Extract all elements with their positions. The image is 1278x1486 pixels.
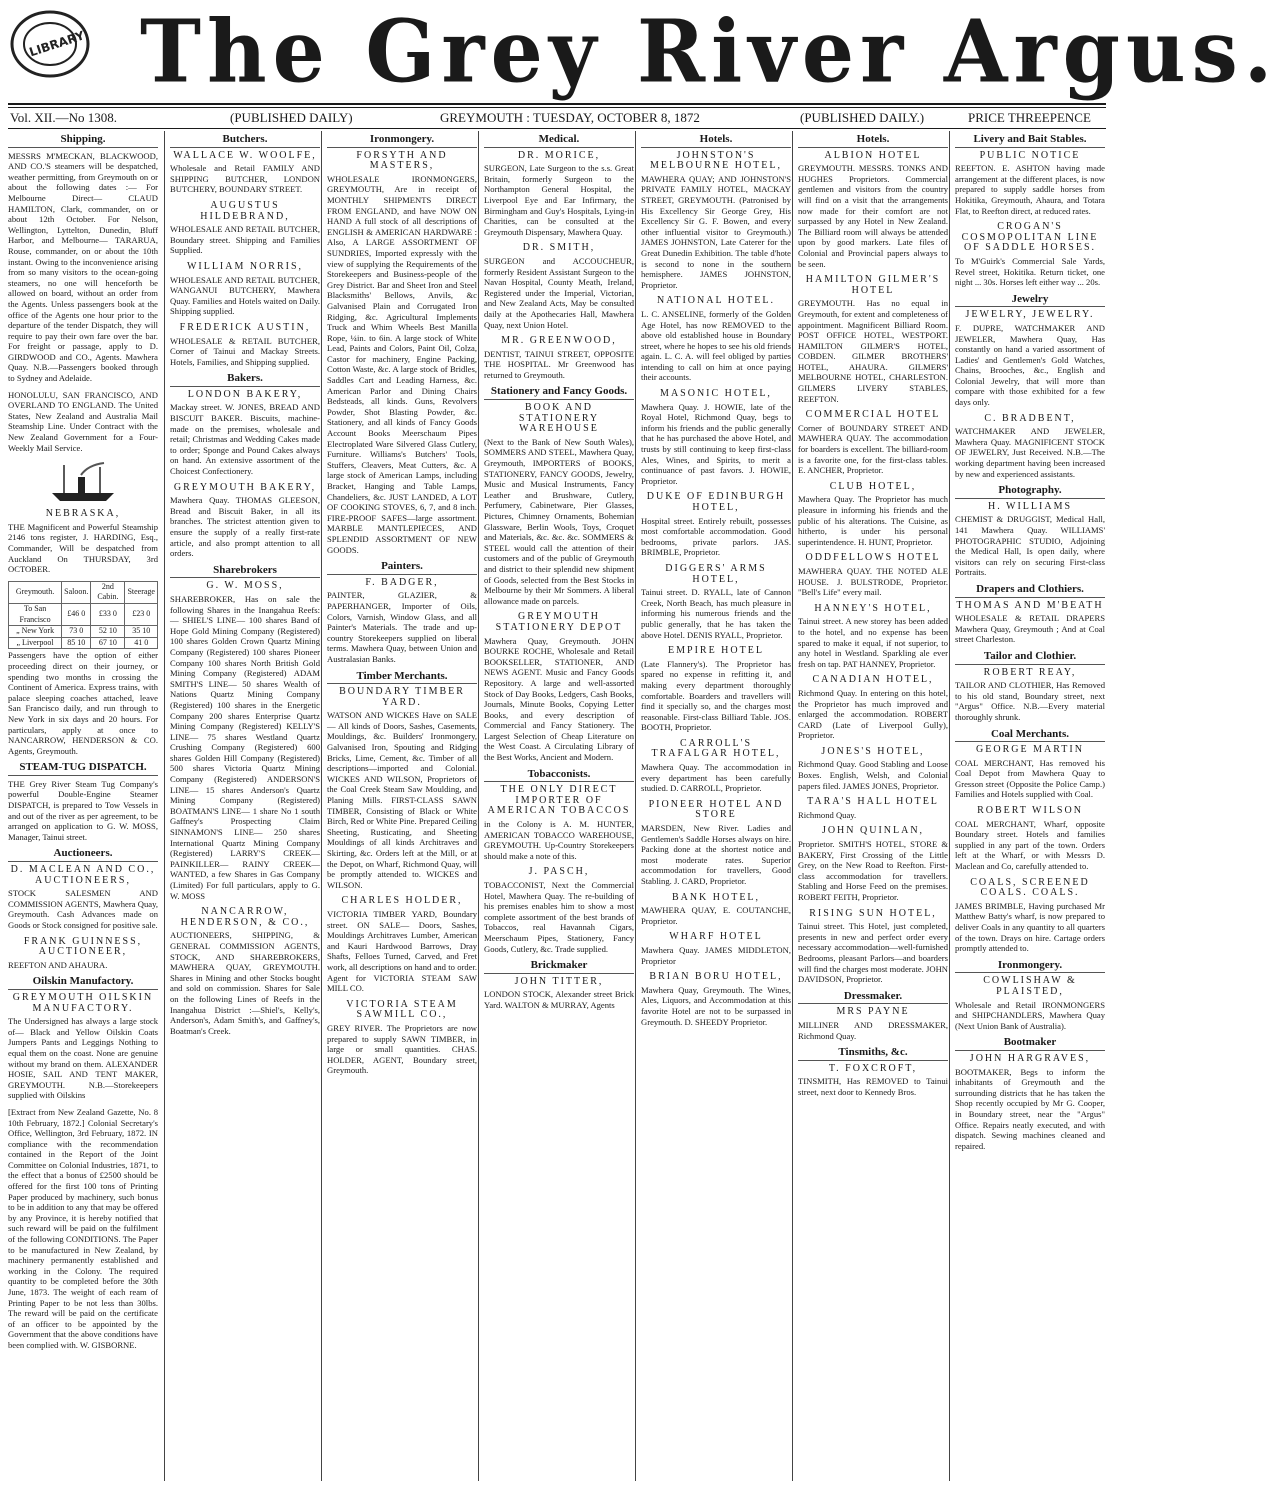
- ad-heading: ODDFELLOWS HOTEL: [805, 552, 941, 564]
- advertisement: [798, 797, 948, 820]
- ad-heading: JOHNSTON'S MELBOURNE HOTEL,: [650, 149, 782, 172]
- ad-heading: CARROLL'S TRAFALGAR HOTEL,: [651, 737, 781, 760]
- ad-heading: NATIONAL HOTEL.: [657, 295, 775, 307]
- fare-header-cell: Steerage: [125, 581, 158, 603]
- advertisement: [484, 151, 634, 238]
- ad-heading: GREYMOUTH BAKERY,: [173, 481, 317, 493]
- column-divider: [949, 131, 950, 1481]
- ad-body-text: WHOLESALE AND RETAIL BUTCHER, Boundary street. Shipping and Families Supplied.: [170, 224, 320, 256]
- ad-body-text: Mawhera Quay. THOMAS GLEESON, Bread and Biscuit Baker, in all its branches. The strictest attention given to ensure the supply of a really first-rate article, and also prompt attention to all orders.: [170, 495, 320, 559]
- newspaper-title: The Grey River Argus.: [140, 1, 1278, 103]
- ad-heading: JOHN QUINLAN,: [821, 825, 925, 837]
- steamship-icon: [48, 459, 118, 505]
- advertisement: [8, 1107, 158, 1351]
- section-rule: [8, 775, 158, 776]
- ad-body-text: BOOTMAKER, Begs to inform the inhabitants of Greymouth and the surrounding districts that he has taken the Shop recently occupied by Mr G. Cooper, in Boundary street, near the "Argus" Office. Repairs neatly executed, and with dispatch. Sewing machines cleaned and repaired.: [955, 1066, 1105, 1151]
- ad-heading: PIONEER HOTEL AND STORE: [648, 798, 784, 821]
- ad-heading: JONES'S HOTEL,: [821, 745, 925, 757]
- section-heading: Auctioneers.: [53, 847, 113, 860]
- ad-heading: BRIAN BORU HOTEL,: [649, 971, 783, 983]
- section-heading: Dressmaker.: [843, 989, 903, 1002]
- ad-heading: ROBERT WILSON: [977, 805, 1083, 817]
- section-heading: Sharebrokers: [213, 563, 277, 576]
- advertisement: [8, 993, 158, 1101]
- ad-body-text: Mawhera Quay. J. HOWIE, late of the Royal Hotel, Richmond Quay, begs to inform his friends and the public generally that he has purchased the above Hotel, and trusts by still continuing to keep first-class Ales, Wines, and Spirits, to merit a continuance of past favors. J. HOWIE, Proprietor.: [641, 401, 791, 486]
- fare-cell: 52 10: [91, 626, 125, 638]
- ad-heading: AUGUSTUS HILDEBRAND,: [200, 199, 290, 222]
- ad-body-text: Mawhera Quay, Greymouth. JOHN BOURKE ROCHE, Wholesale and Retail BOOKSELLER, STATIONER, AND NEWS AGENT. Music and Fancy Goods Repository. A large and well-assorted Stock of Day Books, Ledgers, Cash Books, Journals, Minute Books, Copying Letter Books, and every description of Commercial and Fancy Stationery. The Largest Selection of Cheap Literature on the West Coast. A Circulating Library of the Best Works, Ancient and Modern.: [484, 635, 634, 763]
- section-rule: [8, 147, 158, 148]
- advertisement: [798, 675, 948, 741]
- ad-body-text: [Extract from New Zealand Gazette, No. 8 10th February, 1872.] Colonial Secretary's Office, Wellington, 3rd February, 1872. IN compliance with the recommendation contained in the Report of the Joint Committee on Colonial Industries, 1871, to the effect that a bonus of £2500 should be offered for the first 100 tons of Printing Paper produced by machinery, such bonus to be in addition to any that may be offered by any Province, it is hereby notified that such reward will be paid on the fulfilment of the following CONDITIONS. The Paper to be manufactured in New Zealand, by machinery permanently established and working in the Colony. The required quantity to be completed before the 30th June, 1873. The weight of each ream of Printing Paper to be not less than 30lbs. The reward will be paid on the certificate of an officer to be appointed by the Government that the above conditions have been complied with. W. GISBORNE.: [8, 1106, 158, 1350]
- ad-heading: D. MACLEAN AND CO., AUCTIONEERS,: [10, 864, 156, 886]
- advertisement: [641, 389, 791, 486]
- section-rule: [484, 147, 634, 148]
- advertisement: [955, 151, 1105, 217]
- section-rule: [8, 989, 158, 990]
- ad-heading: COWLISHAW & PLAISTED,: [983, 975, 1077, 997]
- section-rule: [484, 973, 634, 974]
- ad-body-text: Hospital street. Entirely rebuilt, possesses most comfortable accommodation. Good bedrooms, private parlors. JAS. BRIMBLE, Proprietor.: [641, 515, 791, 558]
- column-3: [327, 131, 477, 1481]
- dateline-rule: [8, 128, 1106, 129]
- advertisement: [798, 826, 948, 902]
- advertisement: [955, 976, 1105, 1031]
- fare-header-cell: 2nd Cabin.: [91, 581, 125, 603]
- advertisement: [955, 878, 1105, 954]
- advertisement: [798, 410, 948, 476]
- ad-heading: GREYMOUTH STATIONERY DEPOT: [495, 611, 623, 633]
- advertisement: [170, 151, 320, 195]
- advertisement: [955, 601, 1105, 645]
- advertisement: [170, 483, 320, 559]
- advertisement: [641, 972, 791, 1027]
- section-heading: Coal Merchants.: [990, 727, 1069, 740]
- library-stamp-icon: [6, 6, 102, 84]
- ad-body-text: PAINTER, GLAZIER, & PAPERHANGER, Importer of Oils, Colors, Varnish, Window Glass, and all Painter's Materials. The trade and up-country Storekeepers supplied on liberal terms. Mawhera Quay, between Union and Australasian Banks.: [327, 590, 477, 664]
- advertisement: [955, 310, 1105, 407]
- ad-heading: FREDERICK AUSTIN,: [179, 321, 311, 333]
- section-heading: Ironmongery.: [997, 958, 1063, 971]
- ad-heading: LONDON BAKERY,: [187, 388, 303, 400]
- ad-heading: GREYMOUTH OILSKIN MANUFACTORY.: [12, 991, 154, 1014]
- ad-body-text: in the Colony is A. M. HUNTER, AMERICAN TOBACCO WAREHOUSE, GREYMOUTH. Up-Country Storekeepers should make a note of this.: [484, 819, 634, 861]
- ad-heading: J. PASCH,: [528, 866, 590, 878]
- advertisement: [641, 646, 791, 733]
- advertisement: [798, 604, 948, 670]
- ad-body-text: TINSMITH, Has REMOVED to Tainui street, next door to Kennedy Bros.: [798, 1076, 948, 1097]
- section-rule: [798, 1060, 948, 1061]
- svg-text:LIBRARY: LIBRARY: [27, 28, 87, 60]
- ad-body-text: REEFTON AND AHAURA.: [8, 959, 108, 970]
- ad-heading: CROGAN'S COSMOPOLITAN LINE OF SADDLE HORSES.: [961, 221, 1099, 254]
- section-heading: Hotels.: [699, 133, 733, 145]
- advertisement: [798, 1007, 948, 1041]
- advertisement: [641, 296, 791, 383]
- advertisement: [955, 745, 1105, 800]
- advertisement: [955, 222, 1105, 288]
- section-heading: Bootmaker: [1003, 1036, 1057, 1049]
- ad-heading: CHARLES HOLDER,: [341, 895, 463, 907]
- column-7: [955, 131, 1105, 1481]
- section-heading: Brickmaker: [530, 959, 588, 972]
- advertisement: [798, 747, 948, 791]
- fare-table-row: [9, 603, 158, 625]
- fare-table-row: [9, 626, 158, 638]
- ad-heading: COALS, SCREENED COALS. COALS.: [970, 876, 1090, 899]
- section-rule: [170, 147, 320, 148]
- fare-cell: £33 0: [91, 603, 125, 625]
- section-rule: [955, 741, 1105, 742]
- advertisement: [798, 1064, 948, 1098]
- advertisement: [484, 403, 634, 606]
- section-rule: [327, 147, 477, 148]
- ad-body-text: Passengers have the option of either proceeding direct on their journey, or spending two months in crossing the Continent of America. Express trains, with palace sleeping coaches attached, leave San Francisco daily, and run through to New York in six days and 20 hours. For particulars, apply at once to NANCARROW, HENDERSON & CO. Agents, Greymouth.: [8, 650, 158, 756]
- column-divider: [321, 131, 322, 1481]
- section-heading: Painters.: [381, 560, 423, 573]
- section-heading: Stationery and Fancy Goods.: [490, 385, 628, 398]
- ad-body-text: VICTORIA TIMBER YARD, Boundary street. ON SALE— Doors, Sashes, Mouldings Architraves Lumber, American and Kauri Hardwood Barrows, Dray Shafts, Felloes Turned, Carved, and Fret work, all descriptions on hand and to order. Agent for VICTORIA STEAM SAW MILL CO.: [327, 908, 477, 994]
- ad-body-text: Mawhera Quay. The Proprietor has much pleasure in informing his friends and the public of his alterations. The Cuisine, as hitherto, is under his personal superintendence. H. HUNT, Proprietor.: [798, 494, 948, 547]
- advertisement: [798, 909, 948, 985]
- section-heading: Tinsmiths, &c.: [838, 1046, 908, 1059]
- advertisement: [8, 509, 158, 575]
- ad-body-text: Tainui street. D. RYALL, late of Cannon Creek, North Beach, has much pleasure in informing his numerous friends and the public generally, that he has taken the above Hotel. DENIS RYALL, Proprietor.: [641, 587, 791, 640]
- advertisement: [641, 151, 791, 291]
- ad-body-text: GREYMOUTH. MESSRS. TONKS AND HUGHES Proprietors. Commercial gentlemen and visitors from the country will find on a visit that the arrangements now made for their comfort are not surpassed by any Hotel in New Zealand. The Billiard room will always be attended upon by good markers. Late files of Colonial and Provincial papers always to be seen.: [798, 163, 948, 269]
- advertisement: [798, 553, 948, 597]
- section-rule: [955, 972, 1105, 973]
- ad-body-text: MAWHERA QUAY; AND JOHNSTON'S PRIVATE FAMILY HOTEL, MACKAY STREET, GREYMOUTH. (Patronised by His Excellency Sir George Grey, His Excellency Sir G. F. Bowen, and every other influential visitor to Greymouth.) JAMES JOHNSTON, Late Caterer for the Great Dunedin Exhibition. The table d'hote is second to none in the southern hemisphere. JAMES JOHNSTON, Proprietor.: [641, 173, 791, 290]
- ad-heading: T. FOXCROFT,: [828, 1062, 918, 1074]
- ad-heading: FRANK GUINNESS, AUCTIONEER,: [23, 935, 143, 958]
- ad-body-text: Richmond Quay. In entering on this hotel, the Proprietor has much improved and enlarged the accommodation. ROBERT CARD (Late of Liverpool Gully), Proprietor.: [798, 687, 948, 741]
- ad-body-text: GREY RIVER. The Proprietors are now prepared to supply SAWN TIMBER, in large or small quantities. CHAS. HOLDER, AGENT, Boundary street, Greymouth.: [327, 1022, 477, 1076]
- ad-body-text: (Next to the Bank of New South Wales), SOMMERS AND STEEL, Mawhera Quay, Greymouth, IMPORTERS of BOOKS, STATIONERY, FANCY GOODS, Jewelry, Music and Musical Instruments, Fancy Leather and Brushware, Cutlery, Perfumery, Cabinetware, Pier Glasses, Pictures, Chimney Ornaments, Bohemian Glassware, Berlin Wools, Toys, Croquet and Materials, &c. &c. &c. SOMMERS & STEEL would call the attention of their customers and of the public of Greymouth and district to their splendid new shipment of Goods, selected from the Best Stocks in Melbourne by their Mr Sommers. A liberal allowance made on parcels.: [484, 436, 634, 606]
- ad-heading: DR. MORICE,: [517, 149, 601, 161]
- ad-body-text: Wholesale and Retail IRONMONGERS and SHIPCHANDLERS, Mawhera Quay (Next Union Bank of Australia).: [955, 999, 1105, 1031]
- advertisement: [8, 650, 158, 756]
- ad-body-text: WATCHMAKER AND JEWELER, Mawhera Quay. MAGNIFICENT STOCK OF JEWELRY, Just Received. N.B.—The working department having been increased by new and experienced assistants.: [955, 426, 1105, 479]
- place-and-date: GREYMOUTH : TUESDAY, OCTOBER 8, 1872: [440, 110, 700, 125]
- ad-body-text: Corner of BOUNDARY STREET AND MAWHERA QUAY. The accommodation for boarders is excellent. The billiard-room is a favorite one, for the first-class tables. E. ANCHER, Proprietor.: [798, 422, 948, 476]
- ad-heading: THOMAS AND M'BEATH: [956, 599, 1104, 611]
- published-daily-left: (PUBLISHED DAILY): [230, 110, 353, 125]
- section-heading: Photography.: [998, 484, 1062, 497]
- advertisement: [8, 779, 158, 843]
- advertisement: [170, 201, 320, 256]
- section-rule: [484, 781, 634, 782]
- section-rule: [484, 399, 634, 400]
- section-heading: Tailor and Clothier.: [983, 649, 1077, 662]
- ad-body-text: TAILOR AND CLOTHIER, Has Removed to his old stand, Boundary street, next "Argus" Office. N.B.—Every material thoroughly shrunk.: [955, 680, 1105, 722]
- ad-heading: PUBLIC NOTICE: [979, 149, 1081, 161]
- section-heading: Oilskin Manufactory.: [32, 975, 134, 988]
- ad-body-text: TOBACCONIST, Next the Commercial Hotel, Mawhera Quay. The re-building of his premises enables him to show a most complete assortment of the best brands of Tobaccos, real Havannah Cigars, Meerschaum Pipes, Stationery, Fancy Goods, Cutlery, &c. Trade supplied.: [484, 880, 634, 954]
- advertisement: [170, 907, 320, 1036]
- fare-cell: £23 0: [125, 603, 158, 625]
- masthead: [0, 0, 1278, 106]
- section-heading: Jewelry: [1011, 292, 1049, 305]
- fare-table-header: [9, 581, 158, 603]
- advertisement: [8, 151, 158, 384]
- section-rule: [955, 498, 1105, 499]
- fare-cell: 35 10: [125, 626, 158, 638]
- column-5: [641, 131, 791, 1481]
- column-1: [8, 131, 158, 1481]
- ad-heading: HAMILTON GILMER'S HOTEL: [805, 274, 941, 296]
- ad-body-text: L. C. ANSELINE, formerly of the Golden Age Hotel, has now REMOVED to the above old established house in Boundary street, where he hopes to see his old friends again. L. C. A. will feel obliged by parties intending to call on him at once paying their accounts.: [641, 308, 791, 383]
- ad-body-text: CHEMIST & DRUGGIST, Medical Hall, 141 Mawhera Quay. WILLIAMS' PHOTOGRAPHIC STUDIO, Adjoining the Medical Hall, Is open daily, where visitors can rely on securing First-class Portraits.: [955, 514, 1105, 578]
- advertisement: [641, 564, 791, 640]
- ad-heading: CANADIAN HOTEL,: [812, 674, 934, 686]
- fare-cell: £46 0: [62, 603, 91, 625]
- advertisement: [8, 937, 158, 971]
- section-rule: [955, 1050, 1105, 1051]
- ad-body-text: AUCTIONEERS, SHIPPING, & GENERAL COMMISSION AGENTS, STOCK, AND SHAREBROKERS, MAWHERA QUAY, GREYMOUTH. Shares in Mining and other Stocks bought and sold on commission. Shares for Sale on the following Lines of Reefs in the Inangahua District :—Shiel's, Kelly's, Anderson's, Adam Smith's, and Gaffney's, Boatman's Creek.: [170, 930, 320, 1036]
- advertisement: [955, 806, 1105, 872]
- advertisement: [8, 865, 158, 931]
- ad-body-text: Proprietor. SMITH'S HOTEL, STORE & BAKERY, First Crossing of the Little Grey, on the New Road to Reefton. First-class accommodation for travellers. Stabling and Horse Feed on the premises. ROBERT FEITH, Proprietor.: [798, 839, 948, 902]
- fare-cell: „ New York: [9, 626, 62, 638]
- ad-heading: TARA'S HALL HOTEL: [807, 796, 939, 808]
- fare-cell: 85 10: [62, 637, 91, 649]
- ad-body-text: WHOLESALE & RETAIL BUTCHER, Corner of Tainui and Mackay Streets. Hotels, Families, and Shipping supplied.: [170, 335, 320, 367]
- ad-heading: JOHN HARGRAVES,: [969, 1052, 1091, 1064]
- section-rule: [170, 386, 320, 387]
- advertisement: [641, 932, 791, 966]
- advertisement: [327, 896, 477, 993]
- advertisement: [484, 867, 634, 954]
- ad-body-text: WATSON AND WICKES Have on SALE— All kinds of Doors, Sashes, Casements, Mouldings, &c. Builders' Ironmongery, Galvanised Iron, Spouting and Ridging Bricks, Lime, Cement, &c. Timber of all descriptions—imported and Colonial. WICKES AND WILSON, Proprietors of the Coal Creek Steam Saw Moulding, and Planing Mills. FIRST-CLASS SAWN TIMBER, Consisting of Black or White Birch, Red or White Pine. Prepared Ceiling Sheeting, Rusticating, and Sheeting Mouldings of all kinds Architraves and Skirting, &c. Orders left at the Mill, or at the Depot, on Wharf, Richmond Quay, will be promptly attended to. WICKES and WILSON.: [327, 710, 477, 890]
- column-divider: [164, 131, 165, 1481]
- advertisement: [798, 275, 948, 404]
- advertisement: [798, 151, 948, 270]
- ad-body-text: MAWHERA QUAY, E. COUTANCHE, Proprietor.: [641, 905, 791, 926]
- ad-heading: NANCARROW, HENDERSON, & CO.,: [180, 906, 310, 928]
- ad-body-text: LONDON STOCK, Alexander street Brick Yard. WALTON & MURRAY, Agents: [484, 989, 634, 1010]
- section-heading: Medical.: [538, 133, 580, 145]
- advertisement: [484, 243, 634, 330]
- ad-body-text: Mawhera Quay. The accommodation in every department has been carefully studied. D. CARROLL, Proprietor.: [641, 762, 791, 794]
- section-rule: [8, 861, 158, 862]
- price: PRICE THREEPENCE: [968, 110, 1091, 125]
- advertisement: [170, 390, 320, 477]
- ad-heading: NEBRASKA,: [45, 508, 121, 520]
- column-divider: [478, 131, 479, 1481]
- ad-heading: DR. SMITH,: [522, 242, 596, 254]
- ad-heading: BOUNDARY TIMBER YARD.: [339, 686, 465, 708]
- section-heading: STEAM-TUG DISPATCH.: [19, 761, 147, 774]
- fare-cell: 73 0: [62, 626, 91, 638]
- ad-heading: FORSYTH AND MASTERS,: [356, 149, 448, 172]
- ad-body-text: Wholesale and Retail FAMILY AND SHIPPING BUTCHER, LONDON BUTCHERY, BOUNDARY STREET.: [170, 163, 320, 195]
- ad-body-text: The Undersigned has always a large stock of— Black and Yellow Oilskin Coats Jumpers Pants and Leggings Nothing to equal them on the coast. None are genuine without my brand on them. ALEXANDER HOSIE, SAIL AND TENT MAKER, GREYMOUTH. N.B.—Storekeepers supplied with Oilskins: [8, 1016, 158, 1101]
- fare-cell: 67 10: [91, 637, 125, 649]
- advertisement: [955, 414, 1105, 480]
- advertisement: [955, 668, 1105, 723]
- ad-heading: MRS PAYNE: [836, 1006, 910, 1018]
- section-rule: [798, 147, 948, 148]
- ad-body-text: GREYMOUTH. Has no equal in Greymouth, for extent and completeness of appointment. Magnificent Billiard Room. POST OFFICE HOTEL, WESTPORT. HAMILTON GILMER'S HOTEL, COBDEN. GILMER BROTHERS' HOTEL, AHAURA. GILMERS' MELBOURNE HOTEL, CHARLESTON. GILMERS LIVERY STABLES, REEFTON.: [798, 298, 948, 404]
- ad-heading: JEWELRY, JEWELRY.: [965, 309, 1095, 321]
- ad-heading: RISING SUN HOTEL,: [809, 907, 937, 919]
- ad-body-text: COAL MERCHANT, Wharf, opposite Boundary street. Hotels and families supplied in any part of the town. Orders left at the Wharf, or with Messrs D. Maclean and Co, carefully attended to.: [955, 818, 1105, 872]
- section-heading: Tobacconists.: [527, 767, 591, 780]
- ad-body-text: WHOLESALE & RETAIL DRAPERS Mawhera Quay, Greymouth ; And at Coal street Charleston.: [955, 613, 1105, 645]
- ad-body-text: WHOLESALE IRONMONGERS, GREYMOUTH, Are in receipt of MONTHLY SHIPMENTS DIRECT FROM ENGLAND, and have NOW ON HAND A full stock of all descriptions of ENGLISH & AMERICAN HARDWARE : Also, A LARGE ASSORTMENT OF SUNDRIES, Imported expressly with the view of supplying the Requirements of the Storekeepers and Business-people of the Grey District. Bar and Sheet Iron and Steel Blacksmiths' Bellows, Anvils, &c Galvanised Plain and Corrugated Iron Ridging, &c. Agricultural Implements Truck and Whim Wheels Best Manilla Rope, ¼in. to 6in. A large stock of White Lead, Paints and Colors, Paint Oil, Colza, Castor for machinery, Engine Packing, Cotton Waste, &c. A large stock of Bridles, Saddles Cart and Leading Harness, &c. American Parlor and Dining Chairs Bedsteads, all kinds. Guns, Revolvers Powder, Shot Blasting Powder, &c. Stationery, and all kinds of Fancy Goods Account Books Meerschaum Pipes Electroplated Ware Silvered Glass Cutlery, Furniture. Williams's Butchers' Tools, Stuffers, Cleavers, Meat Cutters, &c. A large stock of American Lamps, including Bracket, Hanging and Table Lamps, Chandeliers, &c. JUST LANDED, A LOT OF COOKING STOVES, 6, 7, and 8 inch. FIRE-PROOF SAFES—large assortment. MARBLE MANTLEPIECES, AND SPLENDID ASSORTMENT OF NEW GOODS.: [327, 173, 477, 555]
- advertisement: [170, 323, 320, 367]
- ad-body-text: MAWHERA QUAY. THE NOTED ALE HOUSE. J. BULSTRODE, Proprietor. "Bell's Life" every mail.: [798, 565, 948, 598]
- ad-body-text: Mackay street. W. JONES, BREAD AND BISCUIT BAKER. Biscuits, machine-made on the premises, wholesale and retail; Christmas and Wedding Cakes made to order; Sponge and Pound Cakes always on hand. An extensive assortment of the Choicest Confectionery.: [170, 402, 320, 477]
- advertisement: [327, 687, 477, 890]
- masthead-rule-thin: [8, 107, 1106, 108]
- fare-cell: „ Liverpool: [9, 637, 62, 649]
- published-daily-right: (PUBLISHED DAILY.): [800, 110, 925, 125]
- ad-body-text: Richmond Quay. Good Stabling and Loose Boxes. English, Welsh, and Colonial papers filed. JAMES JONES, Proprietor.: [798, 759, 948, 791]
- column-6: [798, 131, 948, 1481]
- advertisement: [327, 151, 477, 556]
- column-divider: [792, 131, 793, 1481]
- advertisement: [170, 581, 320, 901]
- advertisement: [327, 578, 477, 665]
- ad-body-text: HONOLULU, SAN FRANCISCO, AND OVERLAND TO ENGLAND. The United States, New Zealand and Australia Mail Steamship Line. Under Contract with the New Zealand Government for a Four-Weekly Mail Service.: [8, 389, 158, 453]
- ad-heading: HANNEY'S HOTEL,: [814, 602, 932, 614]
- ad-body-text: STOCK SALESMEN AND COMMISSION AGENTS, Mawhera Quay, Greymouth. Cash Advances made on Goods or Stock consigned for positive sale.: [8, 888, 158, 930]
- advertisement: [170, 262, 320, 317]
- section-rule: [955, 147, 1105, 148]
- ad-heading: WALLACE W. WOOLFE,: [173, 149, 317, 161]
- ad-heading: DUKE OF EDINBURGH HOTEL,: [646, 491, 786, 513]
- ad-body-text: DENTIST, TAINUI STREET, OPPOSITE THE HOSPITAL. Mr Greenwood has returned to Greymouth.: [484, 348, 634, 380]
- ad-heading: C. BRADBENT,: [984, 412, 1076, 424]
- ad-heading: MR. GREENWOOD,: [501, 335, 617, 347]
- section-heading: Bakers.: [227, 372, 263, 385]
- section-rule: [327, 574, 477, 575]
- ad-heading: BANK HOTEL,: [671, 891, 761, 903]
- fare-cell: To San Francisco: [9, 603, 62, 625]
- ad-heading: G. W. MOSS,: [206, 580, 284, 592]
- section-heading: Drapers and Clothiers.: [976, 582, 1084, 595]
- fare-header-cell: Greymouth.: [9, 581, 62, 603]
- ad-body-text: Mawhera Quay. JAMES MIDDLETON, Proprietor: [641, 944, 791, 966]
- ad-body-text: REEFTON. E. ASHTON having made arrangement at the different places, is now prepared to supply saddle horses from Hokitika, Greymouth, Ahaura, and Totara Flat, to Reefton direct, at reduced rates.: [955, 163, 1105, 216]
- section-rule: [327, 683, 477, 684]
- advertisement: [641, 492, 791, 558]
- ad-body-text: JAMES BRIMBLE, Having purchased Mr Matthew Batty's wharf, is now prepared to deliver Coals in any quantity to all quarters of the town. Drays on hire. Cartage orders promptly attended to.: [955, 900, 1105, 954]
- section-rule: [798, 1003, 948, 1004]
- ad-body-text: MESSRS M'MECKAN, BLACKWOOD, AND CO.'S steamers will be despatched, weather permitting, from Greymouth on or about the following dates :— For Melbourne Direct— CLAUD HAMILTON, Clark, commander, on or about 12th October. For Nelson, Wellington, Lyttelton, Dunedin, Bluff Harbor, and Melbourne— TARARUA, Rouse, commander, on or about the 10th instant. Owing to the inconvenience arising from so many visitors to the ocean-going steamers, no one will henceforth be allowed on board, without an order from the Agents. Unless passengers book at the office of the Agents one hour prior to the departure of the tender Dispatch, they will require to pay their own fare over the bar. For freight or passage, apply to D. GIRDWOOD and CO., Agents. Mawhera Quay. N.B.—Passengers booked through to Sydney and Adelaide.: [8, 150, 158, 384]
- ad-body-text: Richmond Quay.: [798, 809, 857, 820]
- column-4: [484, 131, 634, 1481]
- advertisement: [641, 800, 791, 887]
- ad-body-text: (Late Flannery's). The Proprietor has spared no expense in refitting it, and making every department thoroughly comfortable. Boarders and travellers will find it specially so, and the charges most reasonable. First-class Billiard Table. JOS. BOOTH, Proprietor.: [641, 658, 791, 733]
- ad-heading: WILLIAM NORRIS,: [186, 260, 304, 272]
- ad-heading: ALBION HOTEL: [824, 149, 922, 161]
- advertisement: [327, 1000, 477, 1076]
- ad-heading: DIGGERS' ARMS HOTEL,: [665, 562, 767, 585]
- column-divider: [635, 131, 636, 1481]
- ad-heading: MASONIC HOTEL,: [660, 388, 772, 400]
- advertisement: [8, 390, 158, 454]
- column-2: [170, 131, 320, 1481]
- ad-body-text: WHOLESALE AND RETAIL BUTCHER, WANGANUI BUTCHERY, Mawhera Quay. Families and Hotels waited on Daily. Shipping supplied.: [170, 274, 320, 317]
- ad-body-text: MILLINER AND DRESSMAKER, Richmond Quay.: [798, 1019, 948, 1041]
- section-heading: Timber Merchants.: [356, 669, 448, 682]
- section-heading: Butchers.: [222, 133, 268, 145]
- section-rule: [955, 664, 1105, 665]
- ad-heading: EMPIRE HOTEL: [668, 645, 764, 657]
- ad-heading: CLUB HOTEL,: [829, 480, 917, 492]
- ad-body-text: SURGEON and ACCOUCHEUR, formerly Resident Assistant Surgeon to the Navan Hospital, County Meath, Ireland, Registered under the Imperial, Victorian, and New Zealand Acts, May be consulted daily at the Apothecaries Hall, Mawhera Quay, next Union Hotel.: [484, 255, 634, 330]
- volume-number: Vol. XII.—No 1308.: [10, 110, 118, 125]
- advertisement: [484, 785, 634, 861]
- ad-body-text: To M'Guirk's Commercial Sale Yards, Revel street, Hokitika. Return ticket, one night ... 30s. Horses left either way ... 20s.: [955, 255, 1105, 288]
- fare-table: [8, 581, 158, 650]
- columns-area: [8, 131, 1106, 1486]
- advertisement: [484, 977, 634, 1011]
- ad-heading: JOHN TITTER,: [514, 975, 604, 987]
- fare-table-row: [9, 637, 158, 649]
- fare-header-cell: Saloon.: [62, 581, 91, 603]
- advertisement: [798, 482, 948, 548]
- advertisement: [955, 502, 1105, 578]
- ad-heading: THE ONLY DIRECT IMPORTER OF AMERICAN TOBACCOS: [487, 784, 631, 817]
- ad-heading: VICTORIA STEAM SAWMILL CO.,: [346, 998, 458, 1021]
- ad-body-text: THE Magnificent and Powerful Steamship 2146 tons register, J. HARDING, Esq., Commander, Will be despatched from Auckland On THURSDAY, 3rd OCTOBER.: [8, 521, 158, 575]
- ad-heading: GEORGE MARTIN: [976, 744, 1084, 756]
- advertisement: [641, 893, 791, 927]
- ad-body-text: SURGEON, Late Surgeon to the s.s. Great Britain, formerly Surgeon to the Northampton General Hospital, the Liverpool Eye and Ear Infirmary, the Birmingham and Guy's Hospitals, Lying-in Charities, can be consulted at the Greymouth Dispensary, Mawhera Quay.: [484, 163, 634, 237]
- dateline: [10, 110, 1106, 128]
- ad-body-text: F. DUPRE, WATCHMAKER AND JEWELER, Mawhera Quay, Has constantly on hand a varied assortment of Ladies' and Gentlemen's Gold Watches, Chains, Brooches, &c., English and Colonial Jewelry, that will more than compare with those exhibited for a few days only.: [955, 322, 1105, 408]
- section-heading: Livery and Bait Stables.: [973, 133, 1087, 145]
- advertisement: [484, 336, 634, 380]
- advertisement: [955, 1054, 1105, 1151]
- ad-body-text: SHAREBROKER, Has on sale the following Shares in the Inangahua Reefs:— SHIEL'S LINE— 100 shares Band of Hope Gold Mining Company (Registered) 100 shares Golden Crown Quartz Mining Company (Registered) 100 shares Pioneer Company 100 shares North British Gold Mining Company (Registered) ADAM SMITH'S LINE— 50 shares Wealth of Nations Quartz Mining Company (Registered) 100 shares in the Energetic Company 200 shares Enterprise Quartz Mining Company (Registered) KELLY'S LINE— 75 shares Westland Quartz Crushing Company (Registered) 600 shares Golden Hill Company (Registered) 500 shares Victoria Quartz Mining Company (Registered) ANDERSON'S LINE— 15 shares Anderson's Quartz Mining Company (Registered) BOATMAN'S LINE— 1 share No 1 south Gaffney's Prospecting Claim SINNAMON'S LINE— 250 shares International Quartz Mining Company (Registered) LARRY'S CREEK— PAINKILLER— RAINY CREEK— WANTED, a few Shares in Gas Company (Limited) For full particulars, apply to G. W. MOSS: [170, 593, 320, 901]
- ad-heading: H. WILLIAMS: [987, 500, 1073, 512]
- ad-body-text: COAL MERCHANT, Has removed his Coal Depot from Mawhera Quay to Gresson street (Opposite the Police Camp.) Families and Hotels supplied with Coal.: [955, 757, 1105, 800]
- section-rule: [955, 306, 1105, 307]
- ad-heading: F. BADGER,: [365, 576, 439, 588]
- section-rule: [641, 147, 791, 148]
- ad-body-text: THE Grey River Steam Tug Company's powerful Double-Engine Steamer DISPATCH, is prepared to Tow Vessels in and out of the river as per agreement, to be arranged on application to G. W. MOSS, Manager, Tainui street.: [8, 778, 158, 842]
- ad-body-text: MARSDEN, New River. Ladies and Gentlemen's Saddle Horses always on hire. Packing done at the shortest notice and most moderate rates. Superior accommodation for travellers, Good Stabling. J. CARD, Proprietor.: [641, 823, 791, 886]
- section-rule: [955, 597, 1105, 598]
- ad-body-text: Tainui street. A new storey has been added to the hotel, and no expense has been spared to make it equal, if not superior, to any hotel in Westland. Sparkling ale ever fresh on tap. PAT HANNEY, Proprietor.: [798, 616, 948, 669]
- advertisement: [641, 739, 791, 794]
- section-rule: [170, 577, 320, 578]
- masthead-rule: [8, 103, 1106, 105]
- ad-body-text: Mawhera Quay, Greymouth. The Wines, Ales, Liquors, and Accommodation at this favorite Hotel are not to be surpassed in Greymouth. D. SHEEDY Proprietor.: [641, 984, 791, 1027]
- ad-heading: ROBERT REAY,: [983, 666, 1077, 678]
- ad-heading: WHARF HOTEL: [669, 931, 763, 943]
- ad-heading: BOOK AND STATIONERY WAREHOUSE: [518, 402, 600, 435]
- fare-cell: 41 0: [125, 637, 158, 649]
- section-heading: Ironmongery.: [369, 133, 435, 145]
- ad-heading: COMMERCIAL HOTEL: [805, 409, 941, 421]
- section-heading: Shipping.: [60, 133, 106, 145]
- section-heading: Hotels.: [856, 133, 890, 145]
- ad-body-text: Tainui street. This Hotel, just completed, presents in new and perfect order every necessary accommodation—well-furnished Bedrooms, pleasant Parlors—and boarders will find the charges most moderate. JOHN DAVIDSON, Proprietor.: [798, 921, 948, 985]
- advertisement: [484, 612, 634, 762]
